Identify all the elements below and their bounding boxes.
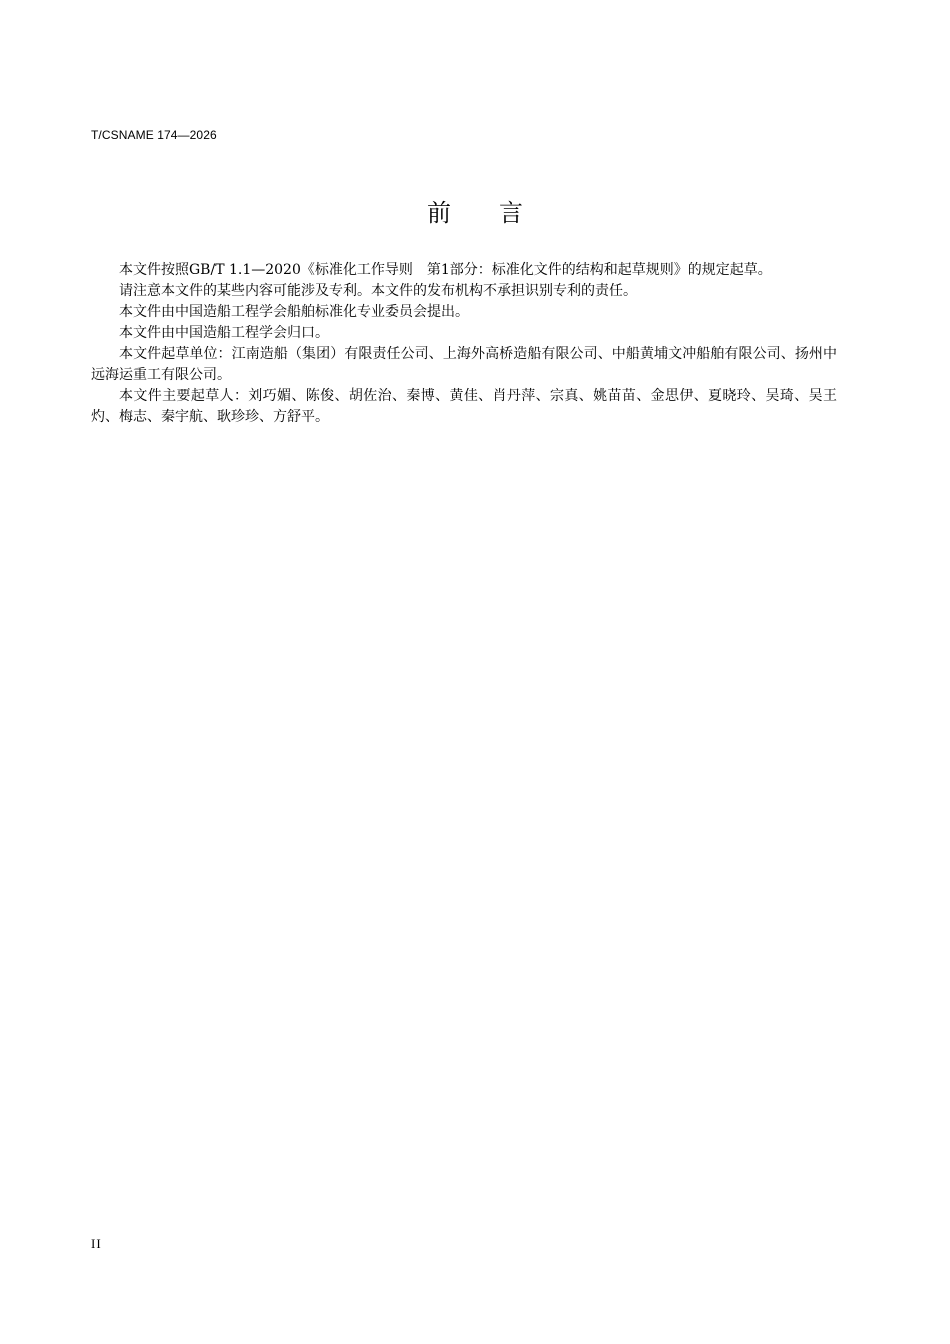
page-title-char-1: 前 [427, 199, 451, 227]
paragraph-centralized-unit: 本文件由中国造船工程学会归口。 [119, 325, 329, 341]
page-number: II [91, 1236, 102, 1251]
paragraph-drafters: 本文件主要起草人：刘巧媚、陈俊、胡佐治、秦博、黄佳、肖丹萍、宗真、姚苗苗、金思伊、夏晓玲、吴琦、吴王灼、梅志、秦宇航、耿珍珍、方舒平。 [91, 388, 837, 425]
page-title-char-2: 言 [499, 199, 523, 227]
standard-code: T/CSNAME 174—2026 [91, 128, 217, 142]
foreword-body [91, 260, 837, 428]
paragraph-proposer: 本文件由中国造船工程学会船舶标准化专业委员会提出。 [119, 304, 469, 320]
page-title [0, 196, 950, 230]
paragraph-drafting-units: 本文件起草单位：江南造船（集团）有限责任公司、上海外高桥造船有限公司、中船黄埔文冲船舶有限公司、扬州中远海运重工有限公司。 [91, 346, 837, 383]
paragraph-patent-notice: 请注意本文件的某些内容可能涉及专利。本文件的发布机构不承担识别专利的责任。 [119, 283, 637, 299]
paragraph-drafting-rules: 本文件按照GB/T 1.1—2020《标准化工作导则 第1部分：标准化文件的结构和起草规则》的规定起草。 [119, 262, 772, 278]
